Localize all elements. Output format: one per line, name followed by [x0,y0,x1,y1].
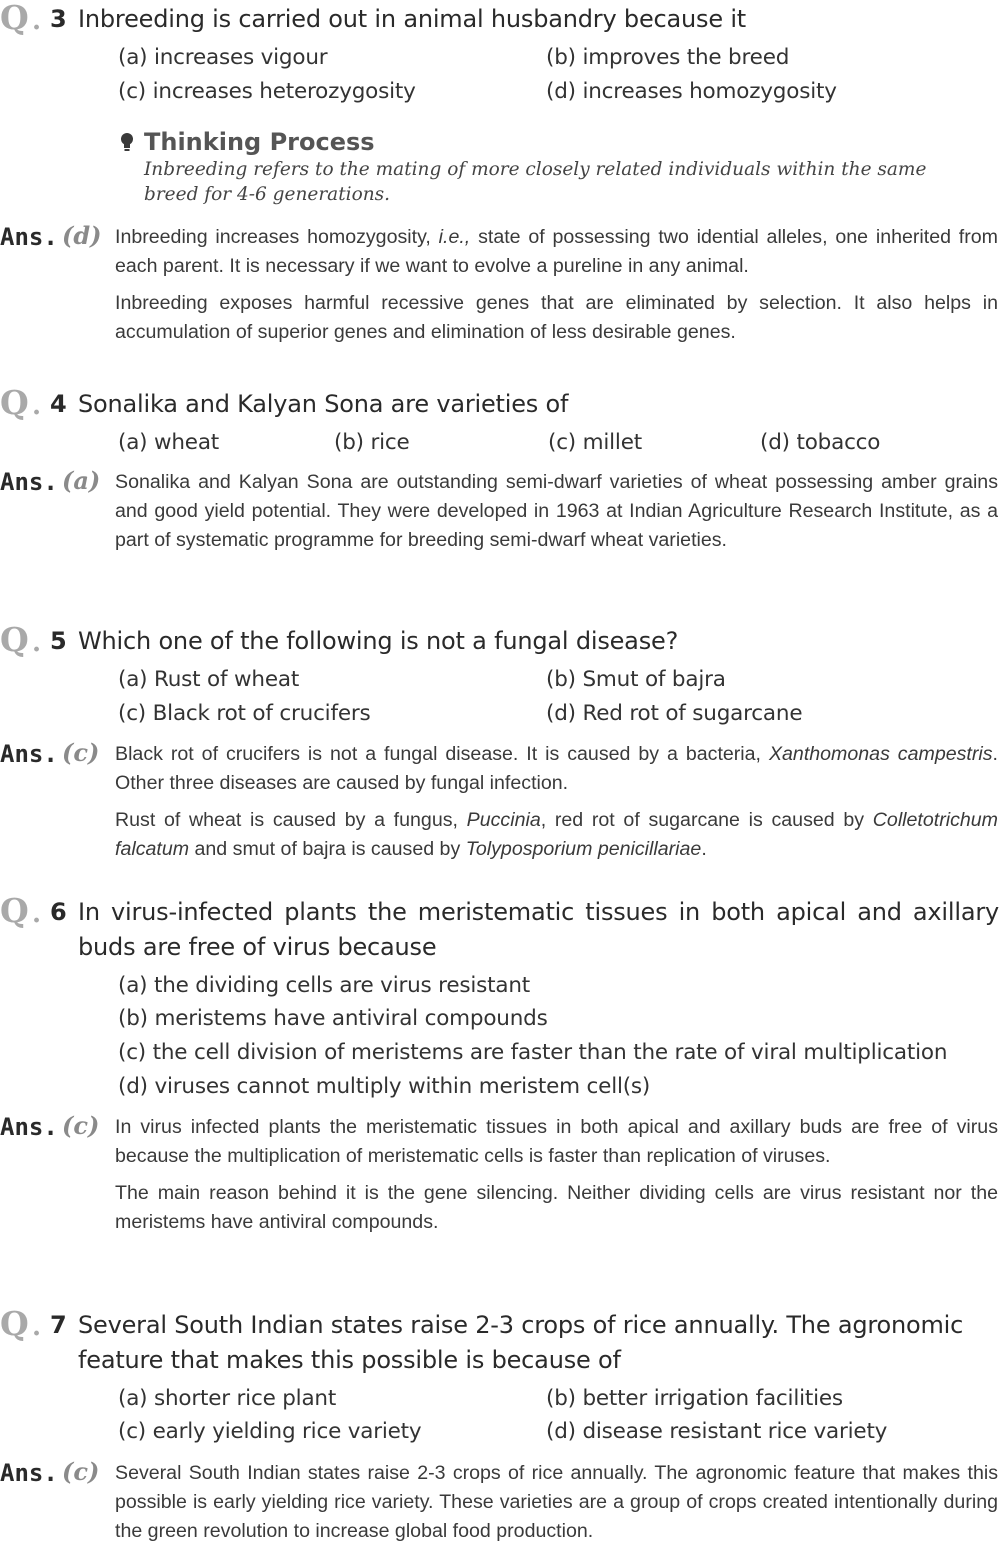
option-b: (b) better irrigation facilities [546,1386,843,1411]
answer-letter: (c) [62,738,100,767]
option-c: (c) millet [548,430,642,455]
answer-6 [0,1113,999,1237]
species-name: Tolyposporium penicillariae [465,838,702,860]
option-c: (c) increases heterozygosity [118,79,416,104]
option-a: (a) wheat [118,430,220,455]
option-d: (d) increases homozygosity [546,79,837,104]
question-number: 6 [50,898,67,926]
answer-text: Inbreeding increases homozygosity, [115,226,439,248]
thinking-process-title [118,127,948,157]
answer-letter: (d) [62,221,102,250]
answer-text: . Other three diseases are caused by fungal infection. [115,743,998,794]
option-c: (c) early yielding rice variety [118,1419,422,1444]
question-marker: Q [0,1304,29,1343]
answer-paragraph-2: Inbreeding exposes harmful recessive genes that are eliminated by selection. It also helps in accumulation of superior genes and elimination of less desirable genes. [115,292,998,343]
question-text: Which one of the following is not a fungal disease? [78,627,679,655]
answer-paragraph-1 [115,740,998,798]
answer-paragraph-2 [115,806,998,864]
question-marker-dot: . [32,628,41,658]
option-b: (b) rice [334,430,410,455]
question-5-heading [0,620,999,659]
question-marker-dot: . [32,391,41,421]
question-5 [0,620,999,726]
answer-label: Ans. [0,223,58,251]
question-3-heading [0,2,999,37]
thinking-process-box [118,127,948,207]
answer-paragraph-1: Sonalika and Kalyan Sona are outstanding semi-dwarf varieties of wheat possessing amber grains and good yield potential. They were developed in 1963 at Indian Agriculture Research Institute, as a part of systematic programme for breeding semi-dwarf wheat varieties. [115,471,998,551]
question-number: 4 [50,390,67,418]
answer-paragraph-2: The main reason behind it is the gene silencing. Neither dividing cells are virus resistant nor the meristems have antiviral compounds. [115,1182,998,1233]
option-b: (b) meristems have antiviral compounds [118,1006,548,1031]
thinking-process-text: Inbreeding refers to the mating of more closely related individuals within the same breed for 4-6 generations. [144,159,927,205]
question-marker: Q [0,891,29,930]
answer-label: Ans. [0,1459,58,1487]
answer-text: Black rot of crucifers is not a fungal disease. It is caused by a bacteria, [115,743,769,765]
option-a: (a) increases vigour [118,45,328,70]
question-3 [0,0,999,104]
option-d: (d) viruses cannot multiply within meristem cell(s) [118,1074,651,1099]
question-marker: Q [0,383,29,422]
answer-4 [0,468,999,555]
option-d: (d) disease resistant rice variety [546,1419,888,1444]
option-a: (a) Rust of wheat [118,667,300,692]
answer-text: , red rot of sugarcane is caused by [540,809,873,831]
option-c: (c) the cell division of meristems are faster than the rate of viral multiplication [118,1040,948,1065]
question-marker: Q [0,0,29,37]
answer-7 [0,1459,999,1546]
answer-label: Ans. [0,1113,58,1141]
option-d: (d) Red rot of sugarcane [546,701,803,726]
option-c: (c) Black rot of crucifers [118,701,371,726]
question-7 [0,1304,999,1444]
question-4-heading [0,383,999,422]
answer-letter: (c) [62,1111,100,1140]
question-number: 3 [50,5,67,33]
answer-text: and smut of bajra is caused by [189,838,466,860]
answer-5 [0,740,999,864]
question-6 [0,891,999,1099]
option-a: (a) the dividing cells are virus resistant [118,973,531,998]
question-text: In virus-infected plants the meristematic tissues in both apical and axillary buds are free of virus because [78,898,999,961]
answer-paragraph-1: In virus infected plants the meristematic tissues in both apical and axillary buds are free of virus because the multiplication of meristematic cells is faster than replication of viruses. [115,1116,998,1167]
question-6-heading [0,891,999,965]
question-4 [0,383,999,455]
species-name: Colletotrichum falcatum [115,809,998,860]
lightbulb-icon [120,132,134,152]
species-name: Puccinia [466,809,541,831]
question-text: Sonalika and Kalyan Sona are varieties of [78,390,569,418]
question-text: Inbreeding is carried out in animal husbandry because it [78,5,746,33]
question-marker-dot: . [32,1312,41,1342]
option-d: (d) tobacco [760,430,881,455]
answer-letter: (a) [62,466,101,495]
question-marker-dot: . [32,899,41,929]
species-name: Xanthomonas campestris [768,743,993,765]
option-b: (b) Smut of bajra [546,667,726,692]
question-marker-dot: . [32,6,41,36]
answer-text: . [701,838,707,860]
answer-text: Rust of wheat is caused by a fungus, [115,809,467,831]
answer-letter: (c) [62,1457,100,1486]
answer-paragraph-1 [115,223,998,281]
thinking-process-label: Thinking Process [144,128,375,156]
question-marker: Q [0,620,29,659]
answer-paragraph-1: Several South Indian states raise 2-3 crops of rice annually. The agronomic feature that makes this possible is early yielding rice variety. These varieties are a group of crops created intentionally during the green revolution to increase global food production. [115,1462,998,1542]
answer-text: state of possessing two idential alleles, one inherited from each parent. It is necessary if we want to evolve a pureline in any animal. [115,226,998,277]
question-text: Several South Indian states raise 2-3 crops of rice annually. The agronomic feature that makes this possible is because of [78,1311,964,1374]
option-a: (a) shorter rice plant [118,1386,337,1411]
question-number: 7 [50,1311,67,1339]
question-number: 5 [50,627,67,655]
question-7-heading [0,1304,999,1378]
answer-text-italic: i.e., [438,226,471,248]
answer-3 [0,223,999,347]
option-b: (b) improves the breed [546,45,790,70]
answer-label: Ans. [0,740,58,768]
answer-label: Ans. [0,468,58,496]
